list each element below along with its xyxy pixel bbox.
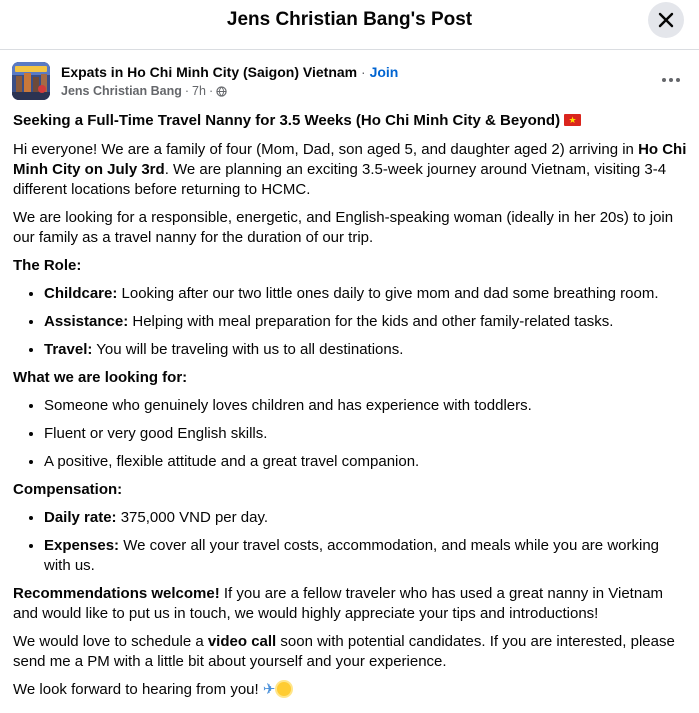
list-item-text: Helping with meal preparation for the kids and other family-related tasks. [128, 313, 614, 330]
call-bold: video call [207, 633, 277, 650]
list-item: • A positive, flexible attitude and a great travel companion. [44, 452, 688, 472]
join-link[interactable]: Join [369, 64, 399, 80]
more-options-button[interactable] [657, 66, 685, 94]
post-title-text: Seeking a Full-Time Travel Nanny for 3.5 Weeks (Ho Chi Minh City & Beyond) [13, 112, 561, 129]
post-title [13, 111, 688, 131]
recommendations-text: If you are a fellow traveler who has used a great nanny in Vietnam and would like to put us in touch, we would highly appreciate your tips and introductions! [13, 585, 664, 622]
close-button[interactable] [648, 2, 684, 38]
list-item-text: Looking after our two little ones daily to give mom and dad some breathing room. [117, 285, 659, 302]
role-list [13, 284, 688, 360]
list-item [44, 312, 688, 332]
call-text-b: soon with potential candidates. If you are interested, please send me a PM with a little bit about yourself and your experience. [13, 633, 675, 670]
list-item-text: You will be traveling with us to all destinations. [92, 341, 404, 358]
vietnam-flag-icon [564, 114, 581, 126]
airplane-icon: ✈ [262, 681, 276, 698]
closing-text: We look forward to hearing from you! [13, 681, 259, 698]
more-options-icon [662, 78, 666, 82]
sun-icon [277, 682, 291, 696]
role-heading: The Role: [13, 257, 82, 274]
list-item [44, 508, 688, 528]
call-text-a: We would love to schedule a [13, 633, 208, 650]
author-link[interactable]: Jens Christian Bang [61, 84, 182, 98]
time-separator: · [208, 84, 214, 98]
video-call-paragraph [13, 632, 688, 672]
modal-header [0, 0, 699, 50]
list-item-label: Travel: [44, 341, 93, 358]
list-item: • Someone who genuinely loves children and has experience with toddlers. [44, 396, 688, 416]
list-item-label: Assistance: [44, 313, 129, 330]
intro-1-text-a: Hi everyone! We are a family of four (Mom, Dad, son aged 5, and daughter aged 2) arriving in [13, 141, 639, 158]
looking-list [13, 396, 688, 472]
author-line [61, 84, 227, 98]
recommendations-paragraph [13, 584, 688, 624]
more-options-dot [669, 78, 673, 82]
compensation-list [13, 508, 688, 576]
intro-paragraph-2: We are looking for a responsible, energetic, and English-speaking woman (ideally in her 20s) to join our family as a travel nanny for the duration of our trip. [13, 209, 674, 246]
group-avatar[interactable] [12, 62, 50, 100]
looking-heading: What we are looking for: [13, 369, 188, 386]
list-item-text: 375,000 VND per day. [116, 509, 269, 526]
globe-icon [216, 86, 227, 97]
more-options-dot [676, 78, 680, 82]
post-time[interactable]: 7h [192, 84, 206, 98]
separator: · [361, 64, 366, 80]
intro-paragraph-1 [13, 140, 688, 200]
group-line [61, 64, 398, 80]
list-item [44, 536, 688, 576]
modal-title: Jens Christian Bang's Post [226, 9, 473, 30]
list-item-label: Expenses: [44, 537, 120, 554]
group-avatar-icon [12, 62, 50, 100]
post-content [13, 111, 688, 708]
list-item-label: Childcare: [44, 285, 118, 302]
list-item-text: We cover all your travel costs, accommodation, and meals while you are working with us. [44, 537, 660, 574]
recommendations-bold: Recommendations welcome! [13, 585, 220, 602]
list-item: • Fluent or very good English skills. [44, 424, 688, 444]
list-item-label: Daily rate: [44, 509, 117, 526]
group-name-link[interactable]: Expats in Ho Chi Minh City (Saigon) Vietnam [61, 64, 358, 80]
intro-1-text-b: . We are planning an exciting 3.5-week journey around Vietnam, visiting 3-4 different locations before returning to HCMC. [13, 161, 667, 198]
closing-paragraph [13, 680, 688, 700]
list-item [44, 284, 688, 304]
time-separator: · [184, 84, 190, 98]
close-icon [658, 12, 674, 28]
list-item [44, 340, 688, 360]
intro-1-bold: Ho Chi Minh City on July 3rd [13, 141, 687, 178]
compensation-heading: Compensation: [13, 481, 123, 498]
